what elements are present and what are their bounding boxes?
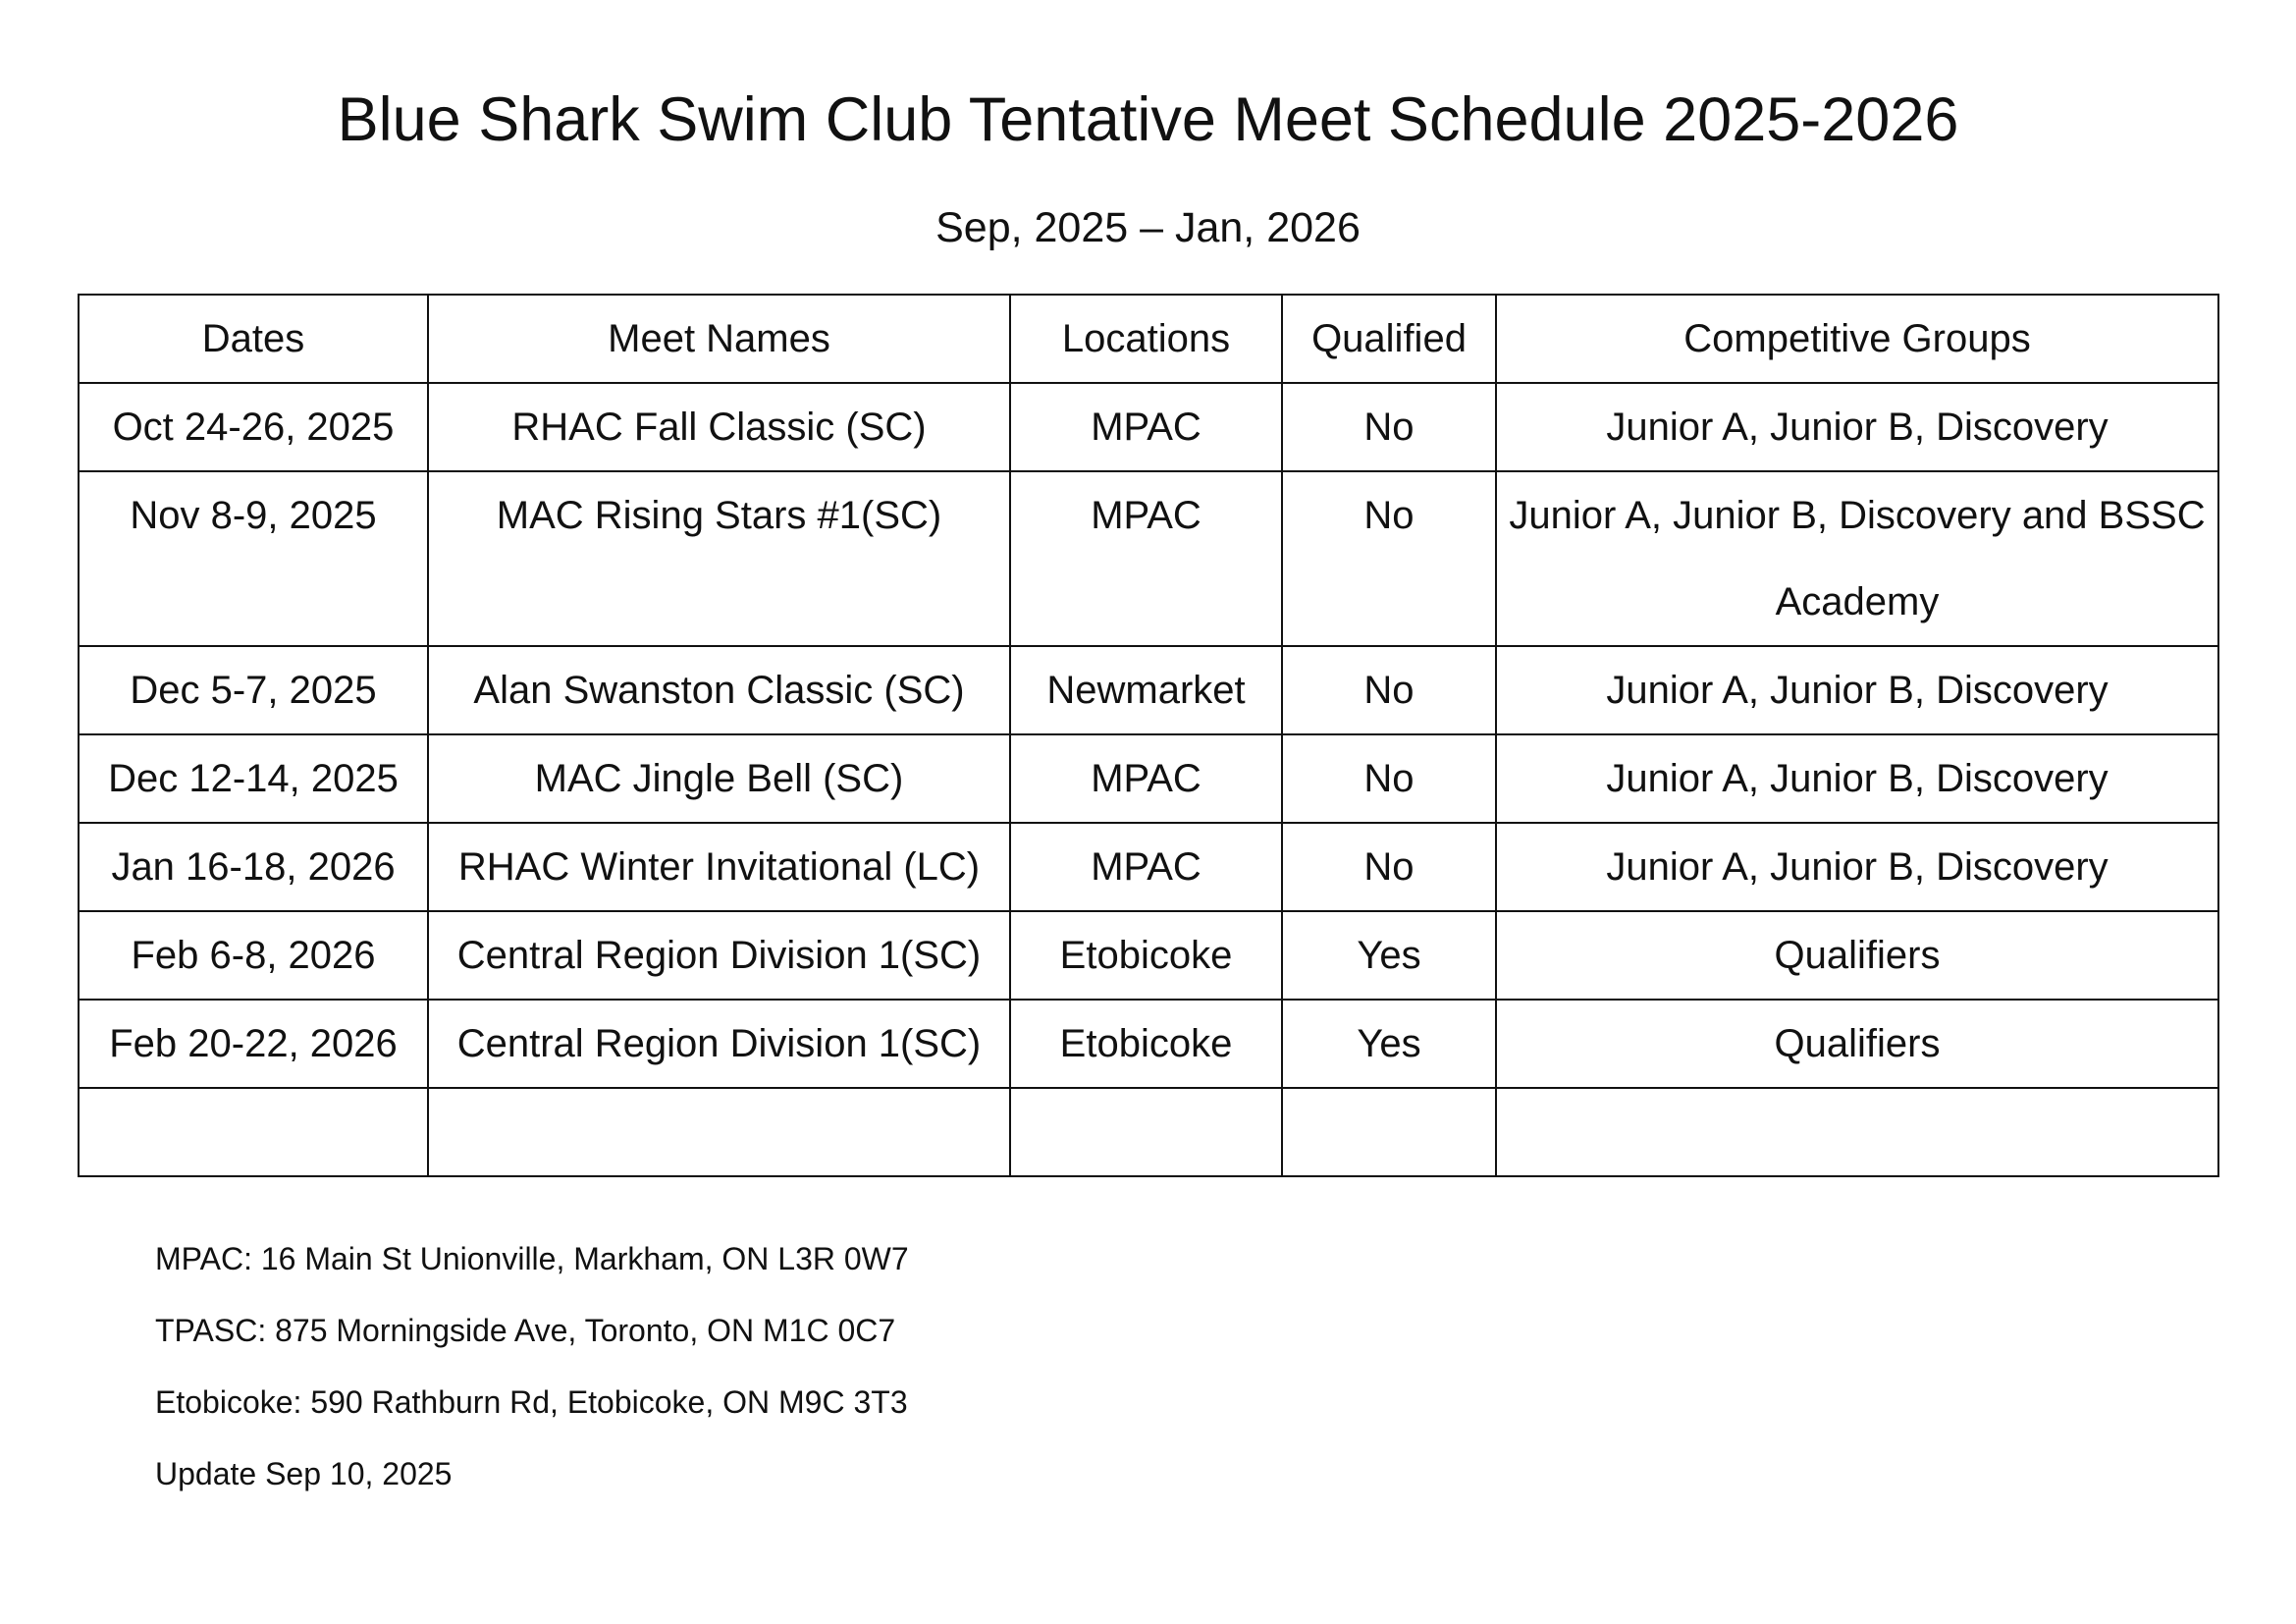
cell-location: [1010, 1088, 1282, 1176]
table-row: [79, 471, 2218, 646]
table-row: [79, 823, 2218, 911]
cell-date: Feb 6-8, 2026: [79, 911, 428, 1000]
cell-meet-name: Central Region Division 1(SC): [428, 1000, 1010, 1088]
cell-qualified: Yes: [1282, 1000, 1496, 1088]
cell-location: Etobicoke: [1010, 911, 1282, 1000]
table-row: [79, 1000, 2218, 1088]
cell-groups: Junior A, Junior B, Discovery: [1496, 823, 2218, 911]
cell-meet-name: RHAC Fall Classic (SC): [428, 383, 1010, 471]
page-title: Blue Shark Swim Club Tentative Meet Schedule 2025-2026: [337, 85, 1959, 154]
location-notes: [155, 1231, 909, 1518]
cell-meet-name: [428, 1088, 1010, 1176]
cell-qualified: No: [1282, 471, 1496, 646]
header-qualified: Qualified: [1282, 295, 1496, 383]
cell-location: MPAC: [1010, 383, 1282, 471]
note-update-date: Update Sep 10, 2025: [155, 1456, 453, 1491]
cell-location: MPAC: [1010, 734, 1282, 823]
cell-date: Jan 16-18, 2026: [79, 823, 428, 911]
cell-groups: Junior A, Junior B, Discovery: [1496, 646, 2218, 734]
table-row: [79, 383, 2218, 471]
cell-date: Feb 20-22, 2026: [79, 1000, 428, 1088]
header-meet-names: Meet Names: [428, 295, 1010, 383]
meet-schedule-table: [78, 294, 2219, 1177]
note-etobicoke-address: Etobicoke: 590 Rathburn Rd, Etobicoke, ON M9C 3T3: [155, 1384, 908, 1420]
cell-date: Nov 8-9, 2025: [79, 471, 428, 646]
header-competitive-groups: Competitive Groups: [1496, 295, 2218, 383]
cell-meet-name: Central Region Division 1(SC): [428, 911, 1010, 1000]
cell-location: MPAC: [1010, 823, 1282, 911]
table-row-empty: [79, 1088, 2218, 1176]
header-locations: Locations: [1010, 295, 1282, 383]
cell-groups: Junior A, Junior B, Discovery and BSSC Academy: [1496, 471, 2218, 646]
cell-qualified: No: [1282, 646, 1496, 734]
note-mpac-address: MPAC: 16 Main St Unionville, Markham, ON L3R 0W7: [155, 1241, 909, 1276]
note-tpasc-address: TPASC: 875 Morningside Ave, Toronto, ON M1C 0C7: [155, 1313, 896, 1348]
cell-date: Dec 5-7, 2025: [79, 646, 428, 734]
table-row: [79, 646, 2218, 734]
cell-location: Newmarket: [1010, 646, 1282, 734]
table-row: [79, 911, 2218, 1000]
cell-groups: Junior A, Junior B, Discovery: [1496, 383, 2218, 471]
cell-meet-name: Alan Swanston Classic (SC): [428, 646, 1010, 734]
cell-date: Oct 24-26, 2025: [79, 383, 428, 471]
header-dates: Dates: [79, 295, 428, 383]
cell-qualified: No: [1282, 734, 1496, 823]
cell-groups: Junior A, Junior B, Discovery: [1496, 734, 2218, 823]
table-header-row: [79, 295, 2218, 383]
cell-location: MPAC: [1010, 471, 1282, 646]
date-range-subtitle: Sep, 2025 – Jan, 2026: [935, 204, 1361, 251]
cell-qualified: [1282, 1088, 1496, 1176]
cell-qualified: No: [1282, 823, 1496, 911]
cell-date: [79, 1088, 428, 1176]
cell-location: Etobicoke: [1010, 1000, 1282, 1088]
cell-meet-name: MAC Jingle Bell (SC): [428, 734, 1010, 823]
cell-groups: Qualifiers: [1496, 911, 2218, 1000]
cell-meet-name: MAC Rising Stars #1(SC): [428, 471, 1010, 646]
cell-qualified: Yes: [1282, 911, 1496, 1000]
cell-groups: [1496, 1088, 2218, 1176]
table-row: [79, 734, 2218, 823]
cell-date: Dec 12-14, 2025: [79, 734, 428, 823]
cell-groups: Qualifiers: [1496, 1000, 2218, 1088]
cell-qualified: No: [1282, 383, 1496, 471]
cell-meet-name: RHAC Winter Invitational (LC): [428, 823, 1010, 911]
